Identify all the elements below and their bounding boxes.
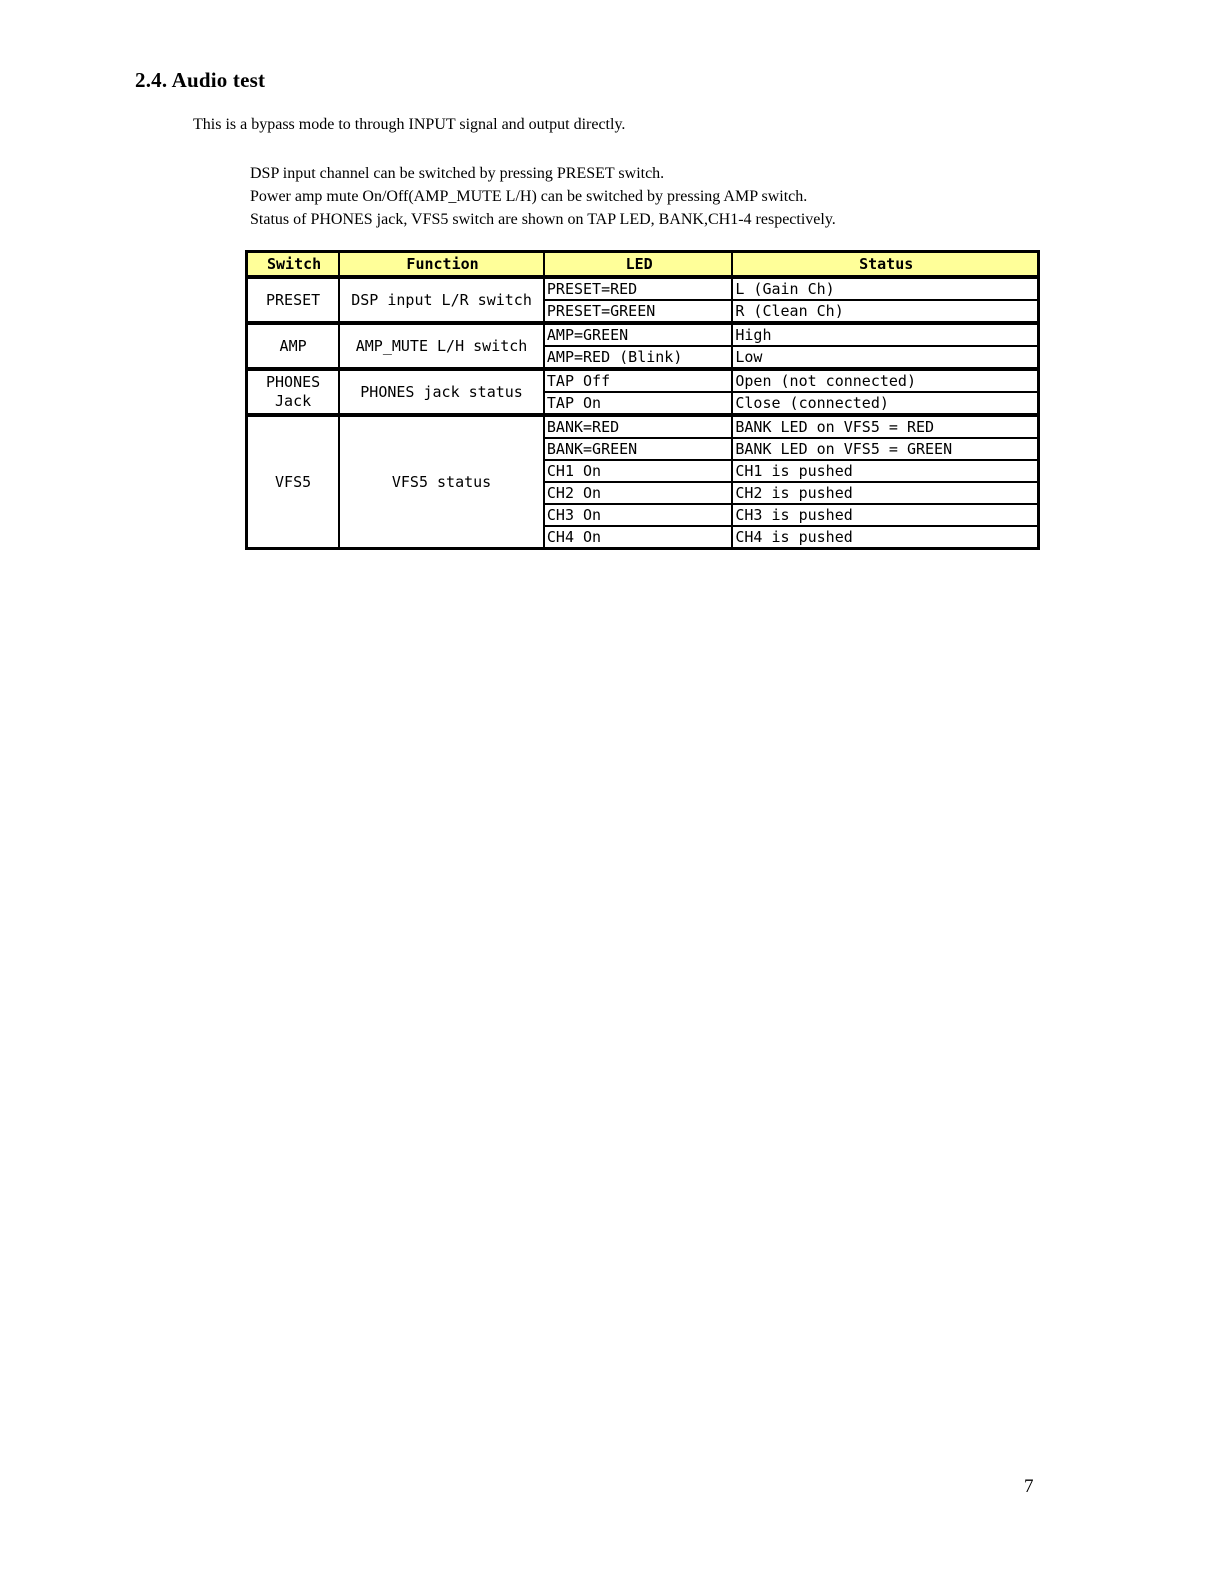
led-cell: CH2 On <box>544 482 732 504</box>
header-switch: Switch <box>247 252 340 278</box>
table-row <box>247 369 1039 392</box>
led-cell: PRESET=RED <box>544 277 732 300</box>
status-cell: CH1 is pushed <box>732 460 1038 482</box>
function-cell: DSP input L/R switch <box>339 277 544 323</box>
status-cell: L (Gain Ch) <box>732 277 1038 300</box>
header-status: Status <box>732 252 1038 278</box>
status-cell: CH3 is pushed <box>732 504 1038 526</box>
table-row <box>247 415 1039 438</box>
header-led: LED <box>544 252 732 278</box>
page-number: 7 <box>1024 1476 1034 1497</box>
status-cell: BANK LED on VFS5 = RED <box>732 415 1038 438</box>
led-cell: PRESET=GREEN <box>544 300 732 323</box>
switch-cell: AMP <box>247 323 340 369</box>
led-cell: CH3 On <box>544 504 732 526</box>
note-line: Power amp mute On/Off(AMP_MUTE L/H) can be switched by pressing AMP switch. <box>250 188 808 205</box>
led-cell: CH1 On <box>544 460 732 482</box>
led-cell: BANK=RED <box>544 415 732 438</box>
led-cell: AMP=GREEN <box>544 323 732 346</box>
status-cell: CH4 is pushed <box>732 526 1038 549</box>
led-cell: TAP On <box>544 392 732 415</box>
table-header-row <box>247 252 1039 278</box>
switch-cell: VFS5 <box>247 415 340 549</box>
note-line: DSP input channel can be switched by pressing PRESET switch. <box>250 165 665 182</box>
header-function: Function <box>339 252 544 278</box>
status-cell: CH2 is pushed <box>732 482 1038 504</box>
status-cell: Open (not connected) <box>732 369 1038 392</box>
function-cell: PHONES jack status <box>339 369 544 415</box>
led-cell: TAP Off <box>544 369 732 392</box>
intro-paragraph: This is a bypass mode to through INPUT signal and output directly. <box>193 116 626 133</box>
led-cell: CH4 On <box>544 526 732 549</box>
switch-cell: PHONES Jack <box>247 369 340 415</box>
status-cell: High <box>732 323 1038 346</box>
function-cell: VFS5 status <box>339 415 544 549</box>
status-cell: R (Clean Ch) <box>732 300 1038 323</box>
table-row <box>247 323 1039 346</box>
notes-block <box>250 162 836 231</box>
status-cell: Close (connected) <box>732 392 1038 415</box>
audio-test-table <box>245 250 1040 550</box>
function-cell: AMP_MUTE L/H switch <box>339 323 544 369</box>
status-cell: Low <box>732 346 1038 369</box>
table-row <box>247 277 1039 300</box>
switch-cell: PRESET <box>247 277 340 323</box>
note-line: Status of PHONES jack, VFS5 switch are shown on TAP LED, BANK,CH1-4 respectively. <box>250 211 836 228</box>
status-cell: BANK LED on VFS5 = GREEN <box>732 438 1038 460</box>
led-cell: AMP=RED (Blink) <box>544 346 732 369</box>
led-cell: BANK=GREEN <box>544 438 732 460</box>
section-heading: 2.4. Audio test <box>135 68 266 92</box>
